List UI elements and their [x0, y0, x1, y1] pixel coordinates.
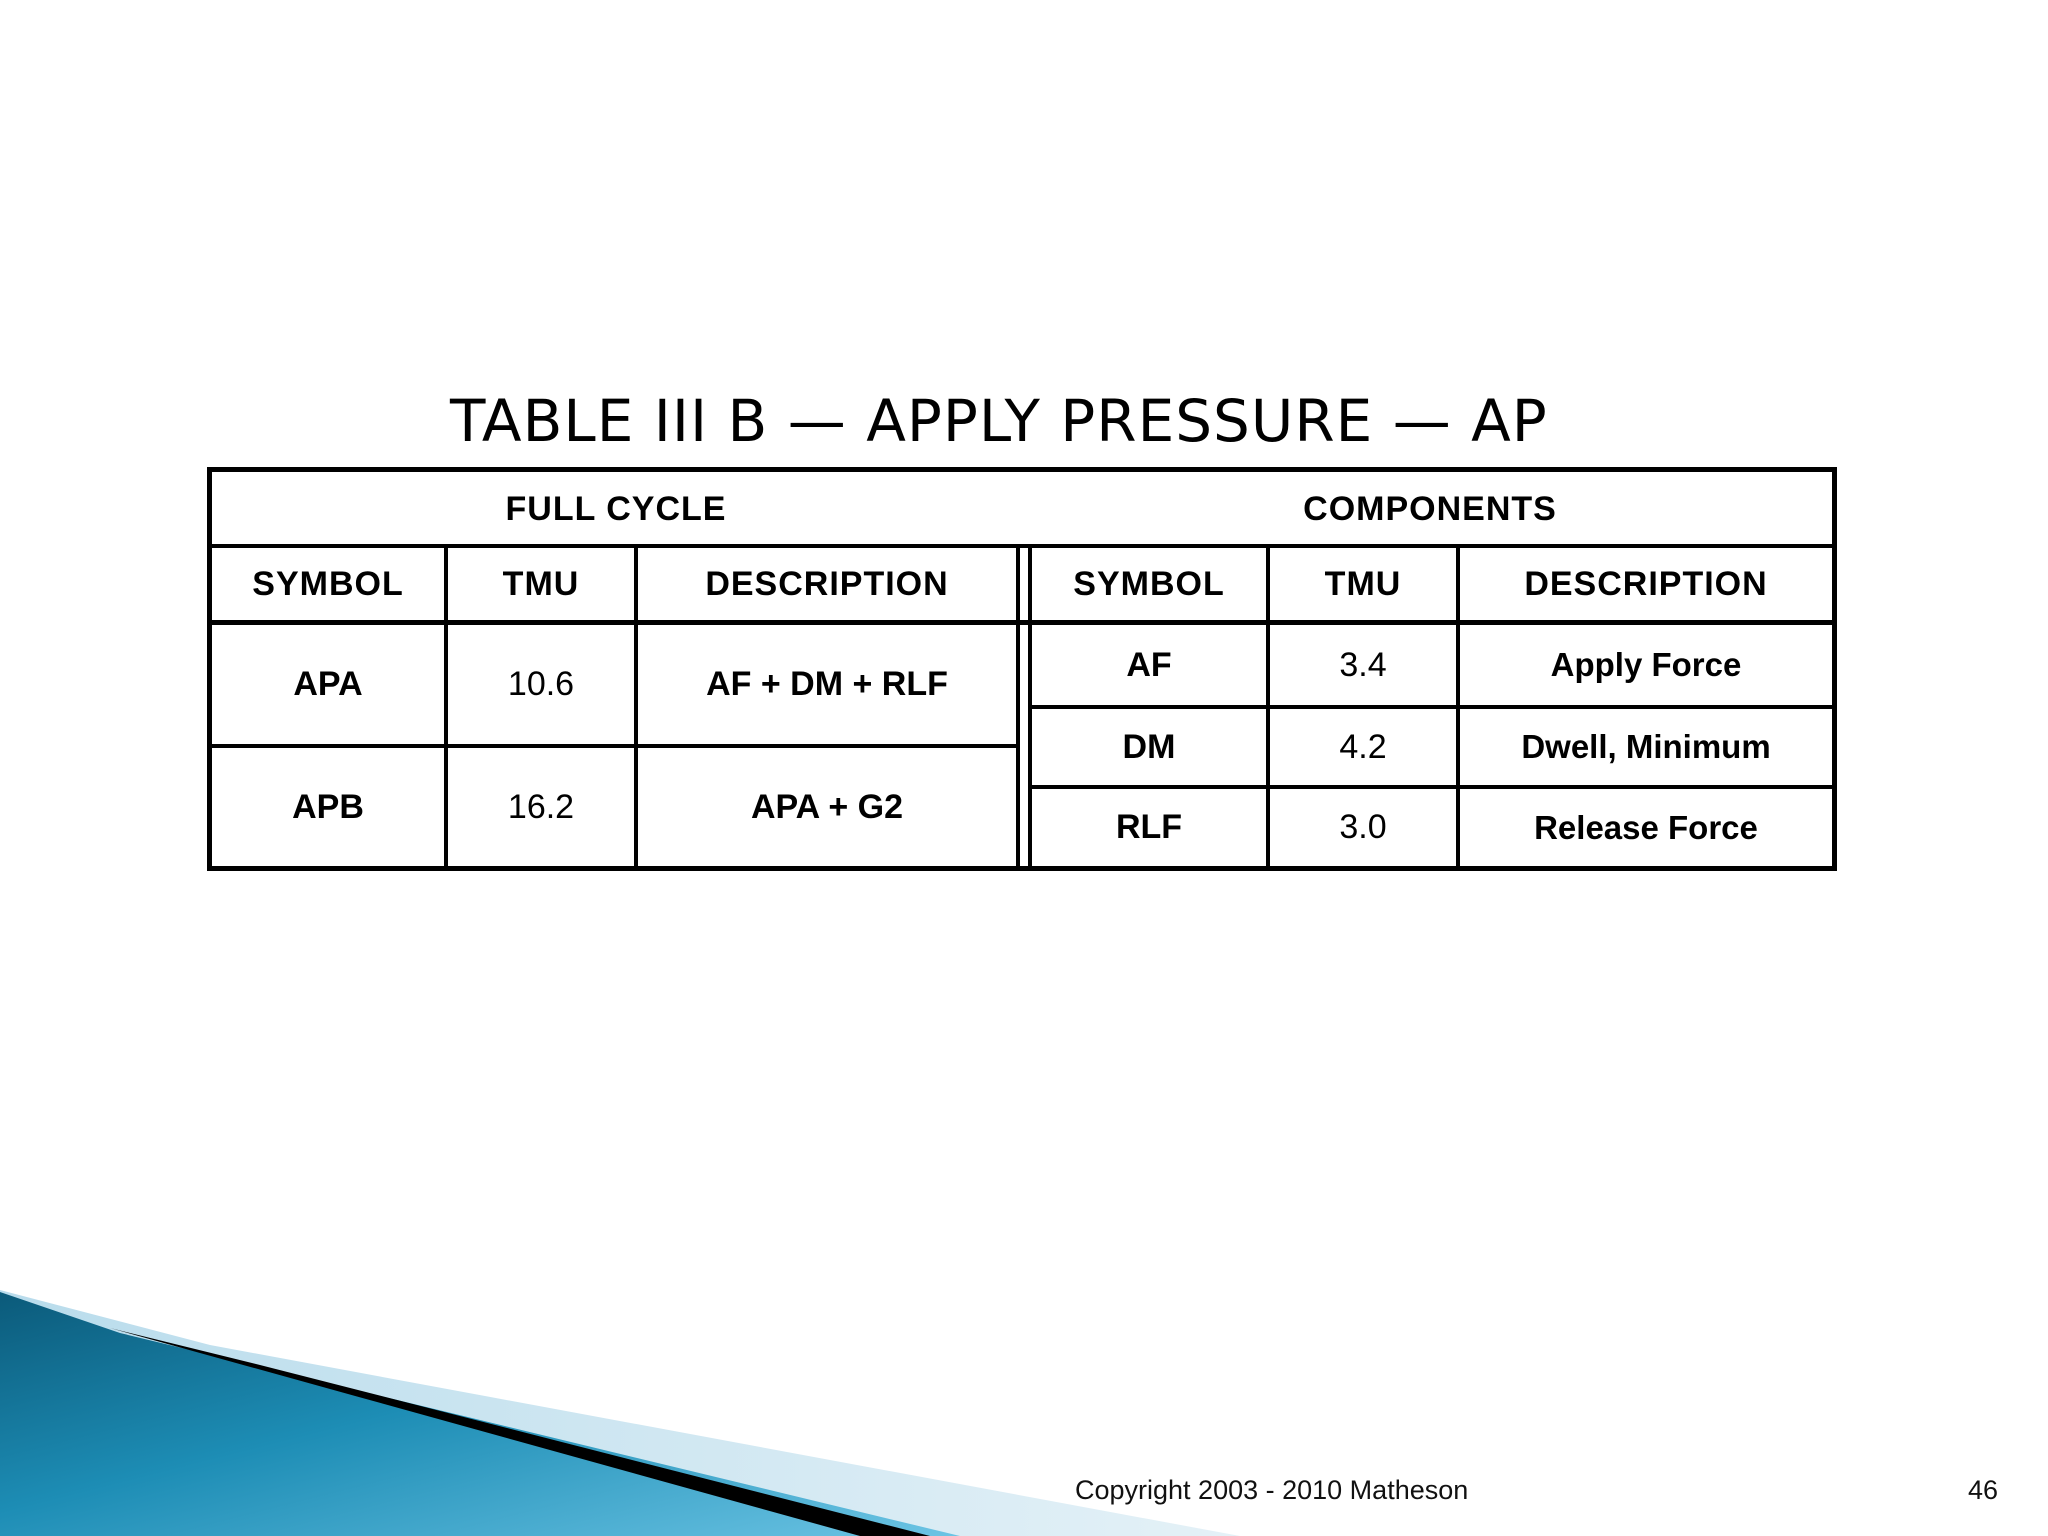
components-col-symbol: SYMBOL: [1073, 564, 1225, 603]
components-row-2-description: Dwell, Minimum: [1521, 728, 1771, 765]
full-cycle-col-symbol: SYMBOL: [252, 564, 404, 603]
full-cycle-col-tmu: TMU: [502, 564, 580, 603]
components-row-2-symbol: DM: [1122, 727, 1176, 766]
full-cycle-row-1-description: AF + DM + RLF: [706, 665, 948, 703]
footer-copyright: Copyright 2003 - 2010 Matheson: [1075, 1475, 1469, 1505]
full-cycle-row-1-symbol: APA: [293, 665, 363, 703]
components-row-1-tmu: 3.4: [1339, 645, 1387, 684]
full-cycle-header: FULL CYCLE: [505, 489, 727, 528]
table-title: TABLE III B — APPLY PRESSURE — AP: [450, 387, 1548, 455]
full-cycle-row-2-description: APA + G2: [750, 787, 904, 826]
components-col-tmu: TMU: [1324, 564, 1402, 603]
components-row-2-tmu: 4.2: [1339, 727, 1387, 766]
components-row-1-symbol: AF: [1126, 645, 1172, 684]
components-col-description: DESCRIPTION: [1524, 564, 1768, 603]
apply-pressure-table: [207, 467, 1837, 871]
components-row-3-tmu: 3.0: [1339, 808, 1387, 846]
full-cycle-row-2-symbol: APB: [292, 787, 364, 826]
full-cycle-row-2-tmu: 16.2: [507, 787, 575, 826]
full-cycle-col-description: DESCRIPTION: [705, 564, 949, 603]
components-row-3-symbol: RLF: [1115, 808, 1183, 846]
full-cycle-row-1-tmu: 10.6: [507, 665, 575, 703]
page-number: 46: [1967, 1475, 1998, 1505]
components-row-1-description: Apply Force: [1550, 646, 1742, 683]
components-header: COMPONENTS: [1303, 489, 1557, 528]
components-row-3-description: Release Force: [1534, 808, 1758, 846]
section-separator-left: [1016, 544, 1020, 866]
